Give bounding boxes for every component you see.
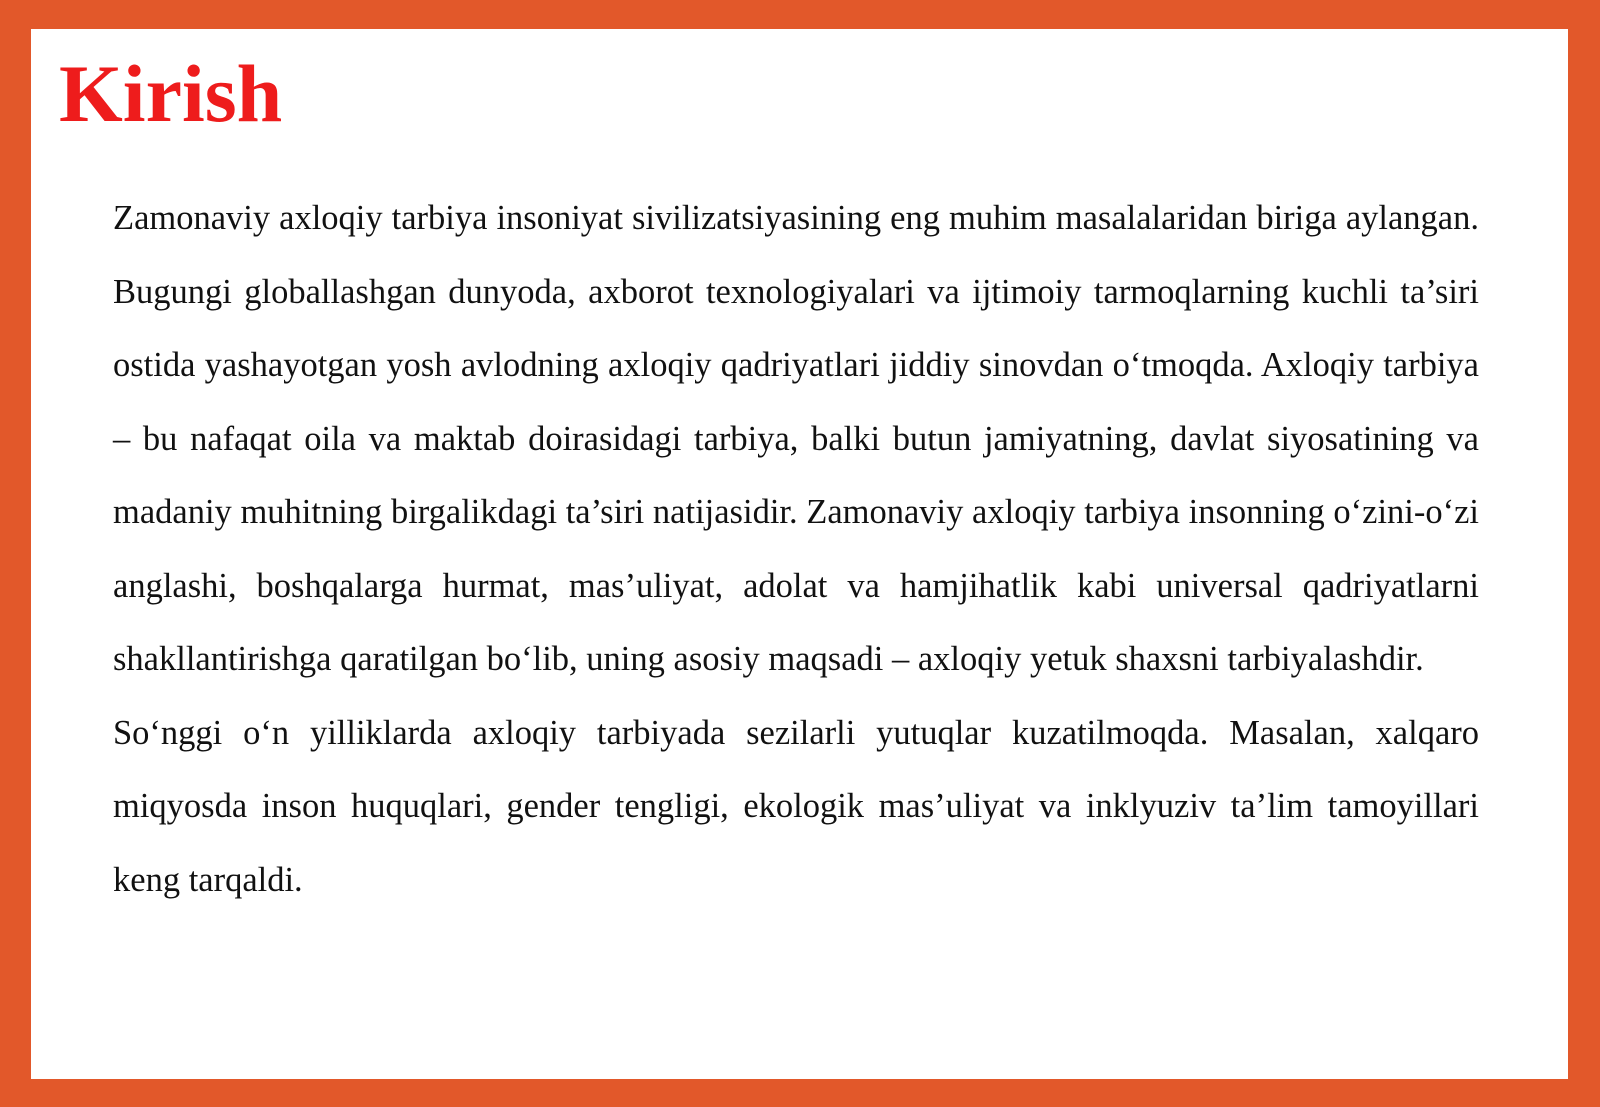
slide-content <box>31 29 1568 1079</box>
slide-title: Kirish <box>59 48 283 139</box>
paragraph-1: Zamonaviy axloqiy tarbiya insoniyat sivilizatsiyasining eng muhim masalalaridan biriga aylangan. Bugungi globallashgan dunyoda, axborot texnologiyalari va ijtimoiy tarmoqlarning kuchli ta’siri ostida yashayotgan yosh avlodning axloqiy qadriyatlari jiddiy sinovdan o‘tmoqda. Axloqiy tarbiya – bu nafaqat oila va maktab doirasidagi tarbiya, balki butun jamiyatning, davlat siyosatining va madaniy muhitning birgalikdagi ta’siri natijasidir. Zamonaviy axloqiy tarbiya insonning o‘zini-o‘zi anglashi, boshqalarga hurmat, mas’uliyat, adolat va hamjihatlik kabi universal qadriyatlarni shakllantirishga qaratilgan bo‘lib, uning asosiy maqsadi – axloqiy yetuk shaxsni tarbiyalashdir. <box>113 199 1479 678</box>
slide-body <box>113 182 1479 917</box>
paragraph-2: So‘nggi o‘n yilliklarda axloqiy tarbiyada sezilarli yutuqlar kuzatilmoqda. Masalan, xalqaro miqyosda inson huquqlari, gender tengligi, ekologik mas’uliyat va inklyuziv ta’lim tamoyillari keng tarqaldi. <box>113 713 1479 899</box>
